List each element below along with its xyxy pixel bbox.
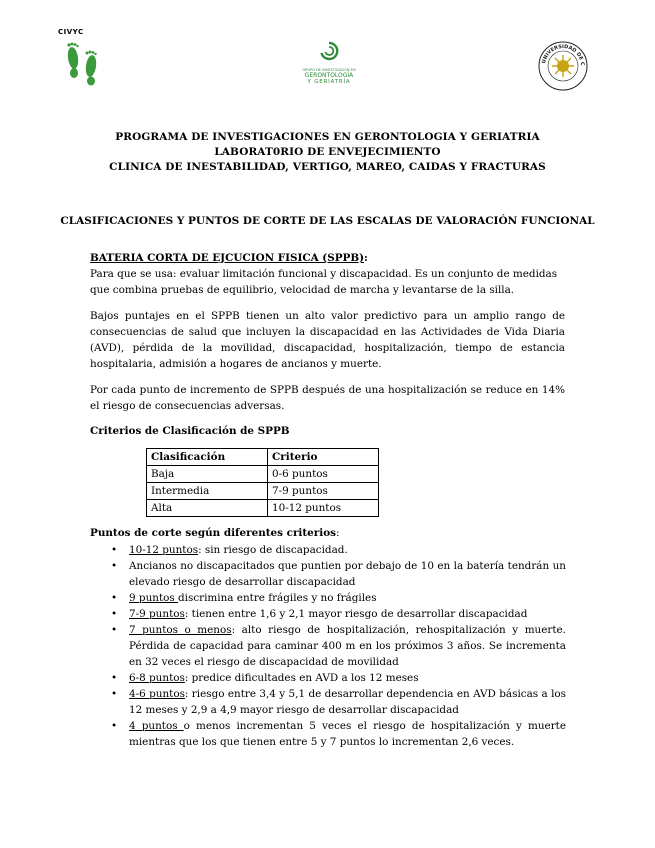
list-item-lead: 7-9 puntos [129,608,185,620]
bullet-icon: • [111,688,118,700]
logo-center-line1: GRUPO DE INVESTIGACIÓN EN [302,68,356,72]
spiral-icon [318,40,340,62]
cutoff-list [108,542,566,750]
bullet-icon: • [111,672,118,684]
list-item-lead: 10-12 puntos [129,544,199,556]
list-item-lead: 4-6 puntos [129,688,185,700]
section-heading-text: BATERIA CORTA DE EJCUCION FISICA (SPPB) [90,252,365,264]
list-item-text: : riesgo entre 3,4 y 5,1 de desarrollar dependencia en AVD básicas a los 12 meses y 2,9 a 4,9 mayor riesgo de desarrollar discapacidad [129,688,566,716]
table-cell: Alta [147,500,268,517]
gerontologia-logo [294,40,364,85]
bullet-icon: • [111,560,118,572]
list-item-text: o menos incrementan 5 veces el riesgo de hospitalización y muerte mientras que los que tienen entre 5 y 7 puntos lo incrementan 2,6 veces. [129,720,566,748]
list-item-text: : sin riesgo de discapacidad. [198,544,348,556]
seal-text: UNIVERSIDAD DE C [541,43,586,67]
document-subtitle: CLASIFICACIONES Y PUNTOS DE CORTE DE LAS ESCALAS DE VALORACIÓN FUNCIONAL [60,215,595,227]
header-line3: CLINICA DE INESTABILIDAD, VERTIGO, MAREO, CAIDAS Y FRACTURAS [109,161,546,173]
list-item-lead: 9 puntos [129,592,179,604]
list-item [108,606,566,622]
civyc-logo-text: CIVYC [58,28,84,36]
cutoff-heading-suffix: : [336,527,340,539]
table-row [147,483,379,500]
bullet-icon: • [111,624,118,636]
logo-center-line3: Y GERIATRÍA [307,79,351,85]
section-heading-suffix: : [364,252,368,264]
list-item-lead: 4 puntos [129,720,184,732]
table-cell: 7-9 puntos [268,483,379,500]
paragraph-increment: Por cada punto de incremento de SPPB después de una hospitalización se reduce en 14% el riesgo de consecuencias adversas. [90,384,565,412]
list-item-text: : tienen entre 1,6 y 2,1 mayor riesgo de desarrollar discapacidad [184,608,528,620]
logo-center-line2: GERONTOLOGÍA [304,72,354,79]
bullet-icon: • [111,720,118,732]
header-line1: PROGRAMA DE INVESTIGACIONES EN GERONTOLOGIA Y GERIATRIA [115,131,540,143]
civyc-logo [58,28,108,90]
list-item-text: Ancianos no discapacitados que puntien por debajo de 10 en la batería tendrán un elevado riesgo de desarrollar discapacidad [129,560,566,588]
list-item [108,558,566,590]
universidad-caldas-seal [537,40,589,92]
cutoff-heading [90,525,565,541]
footprints-icon [60,38,104,86]
table-row [147,500,379,517]
paragraph-predictive: Bajos puntajes en el SPPB tienen un alto valor predictivo para un amplio rango de consecuencias de salud que incluyen la discapacidad en las Actividades de Vida Diaria (AVD), pérdida de la movilidad, discapacidad, hospitalización, tiempo de estancia hospitalaria, admisión a hogares de ancianos y muerte. [90,310,565,370]
list-item [108,718,566,750]
list-item [108,686,566,718]
list-item-lead: 6-8 puntos [129,672,185,684]
table-header-row [147,449,379,466]
list-item-text: discrimina entre frágiles y no frágiles [178,592,377,604]
list-item [108,542,566,558]
bullet-icon: • [111,592,118,604]
seal-icon [537,40,589,92]
table-header-cell: Criterio [268,449,379,466]
table-row [147,466,379,483]
list-item [108,590,566,606]
list-item-text: : alto riesgo de hospitalización, rehospitalización y muerte. Pérdida de capacidad para caminar 400 m en los próximos 3 años. Se incrementa en 32 veces el riesgo de discapacidad de movilidad [129,624,566,668]
table-cell: 0-6 puntos [268,466,379,483]
classification-table [146,448,379,517]
bullet-icon: • [111,544,118,556]
paragraph-purpose: Para que se usa: evaluar limitación funcional y discapacidad. Es un conjunto de medidas que combina pruebas de equilibrio, velocidad de marcha y levantarse de la silla. [90,268,558,296]
criteria-heading: Criterios de Clasificación de SPPB [90,425,290,437]
section-heading [90,250,565,266]
table-cell: Baja [147,466,268,483]
list-item-lead: 7 puntos o menos [129,624,232,636]
list-item [108,622,566,670]
cutoff-heading-text: Puntos de corte según diferentes criterios [90,527,336,539]
table-cell: 10-12 puntos [268,500,379,517]
table-header-cell: Clasificación [147,449,268,466]
list-item [108,670,566,686]
table-cell: Intermedia [147,483,268,500]
bullet-icon: • [111,608,118,620]
list-item-text: : predice dificultades en AVD a los 12 meses [184,672,419,684]
header-line2: LABORAT0RIO DE ENVEJECIMIENTO [214,146,441,158]
